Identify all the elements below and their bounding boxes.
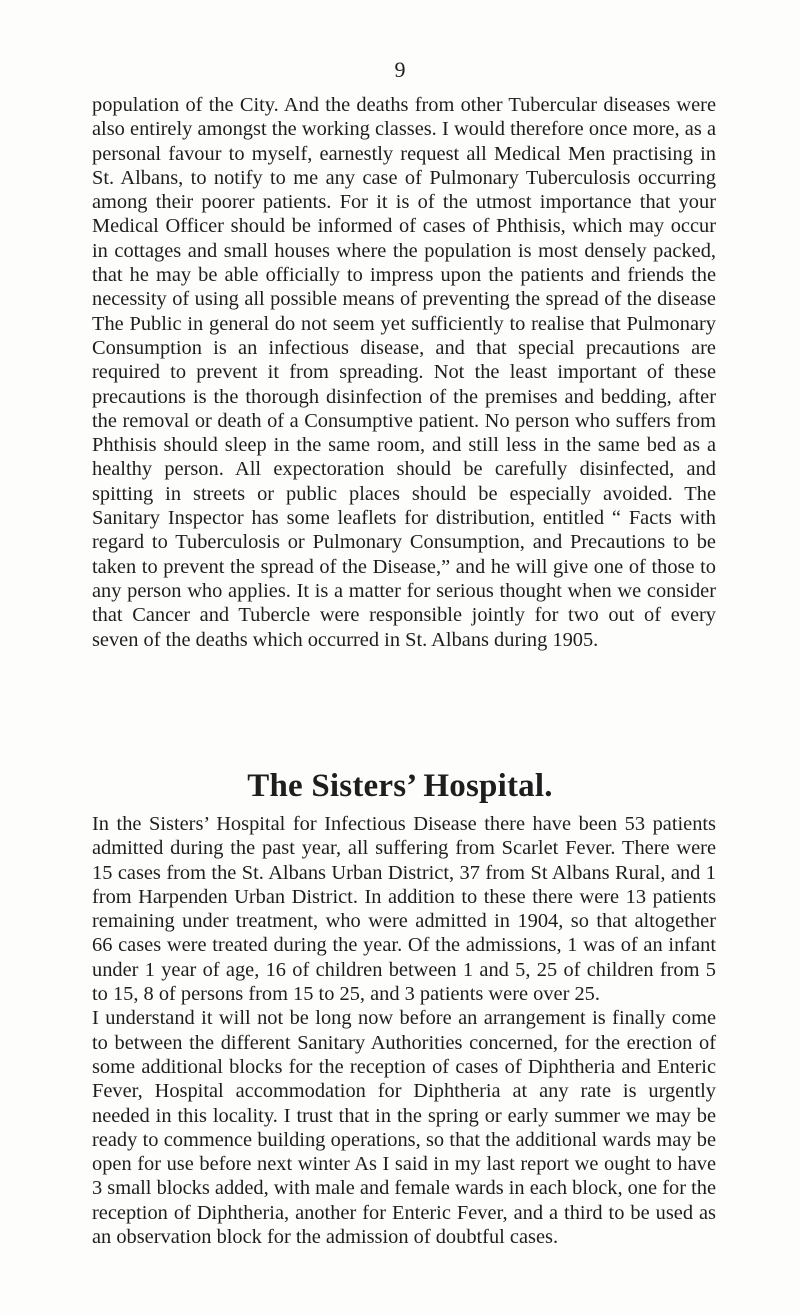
sisters-hospital-text-block	[92, 812, 716, 1249]
intro-text-block	[92, 93, 716, 652]
paragraph-additional-blocks: I understand it will not be long now before an arrangement is finally come to between the different Sanitary Authorities concerned, for the erection of some additional blocks for the reception of cases of Diphtheria and Enteric Fever, Hospital accommodation for Diphtheria at any rate is urgently needed in this locality. I trust that in the spring or early summer we may be ready to commence building operations, so that the additional wards may be open for use before next winter As I said in my last report we ought to have 3 small blocks added, with male and female wards in each block, one for the reception of Diphtheria, another for Enteric Fever, and a third to be used as an observation block for the admission of doubtful cases.	[92, 1007, 716, 1249]
paragraph-admissions: In the Sisters’ Hospital for Infectious Disease there have been 53 patients admitted during the past year, all suffering from Scarlet Fever. There were 15 cases from the St. Albans Urban District, 37 from St Albans Rural, and 1 from Harpenden Urban District. In addition to these there were 13 patients remaining under treatment, who were admitted in 1904, so that altogether 66 cases were treated during the year. Of the admissions, 1 was of an infant under 1 year of age, 16 of children between 1 and 5, 25 of children from 5 to 15, 8 of persons from 15 to 25, and 3 patients were over 25.	[92, 813, 716, 1006]
paragraph-tuberculosis: population of the City. And the deaths from other Tubercular diseases were also entirely amongst the working classes. I would therefore once more, as a personal favour to myself, earnestly request all Medical Men practising in St. Albans, to notify to me any case of Pulmonary Tuberculosis occurring among their poorer patients. For it is of the utmost importance that your Medical Officer should be informed of cases of Phthisis, which may occur in cottages and small houses where the population is most densely packed, that he may be able officially to impress upon the patients and friends the necessity of using all possible means of preventing the spread of the disease The Public in general do not seem yet sufficiently to realise that Pulmonary Consumption is an infectious disease, and that special precautions are required to prevent it from spreading. Not the least important of these precautions is the thorough disinfection of the premises and bedding, after the removal or death of a Consumptive patient. No person who suffers from Phthisis should sleep in the same room, and still less in the same bed as a healthy person. All expectoration should be carefully disinfected, and spitting in streets or public places should be especially avoided. The Sanitary Inspector has some leaflets for distribution, entitled “ Facts with regard to Tuberculosis or Pulmonary Consumption, and Precautions to be taken to prevent the spread of the Disease,” and he will give one of those to any person who applies. It is a matter for serious thought when we consider that Cancer and Tubercle were responsible jointly for two out of every seven of the deaths which occurred in St. Albans during 1905.	[92, 94, 716, 651]
section-heading-sisters-hospital: The Sisters’ Hospital.	[247, 768, 553, 804]
page-number: 9	[394, 57, 406, 82]
